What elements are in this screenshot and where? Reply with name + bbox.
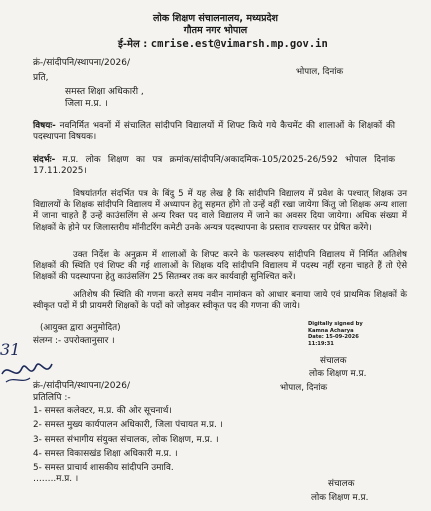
subject [33,121,395,143]
copy-item: 1- समस्त कलेक्टर, म.प्र. की ओर सूचनार्थ। [33,406,172,416]
to-line-1: समस्त शिक्षा अधिकारी , [65,87,144,97]
letter-place-date: भोपाल, दिनांक [296,67,344,77]
email-line [118,38,328,52]
org-address: गौतम नगर भोपाल [183,25,248,36]
enclosure-note: संलग्न :- उपरोक्तानुसार । [33,336,115,346]
reference-label: संदर्भः- [33,155,56,165]
paragraph-2: उक्त निर्देश के अनुक्रम में शालाओं के शिफ्ट करने के फलस्वरुप सांदीपनि विद्यालय में निर्मित अतिशेष शिक्षकों की स्थिति एवं शिफ्ट की गई शालाओं के शिक्षक यदि सांदीपनि विद्यालय में पदस्थ नहीं रहना चाहते हैं तो ऐसे शिक्षकों की पदस्थापना हेतु काउंसलिंग 25 सितम्बर तक कर कार्यवाही सुनिश्चित करें। [33,250,407,283]
email-address[interactable]: cmrise.est@vimarsh.mp.gov.in [150,38,328,50]
copy-item: 5- समस्त प्राचार्य शासकीय सांदीपनि उमावि. [33,463,174,473]
reference-text: म.प्र. लोक शिक्षण का पत्र क्रमांक/सांदीपनि/अकादमिक-105/2025-26/592 भोपाल दिनांक 17.11.2025। [33,155,395,177]
copy-item: 3- समस्त संभागीय संयुक्त संचालक, लोक शिक्षण, म.प्र. । [33,435,219,445]
to-line-2: जिला म.प्र. । [65,99,108,109]
signatory-title: संचालक [320,356,347,366]
copy-place-date: भोपाल, दिनांक [280,383,328,393]
subject-text: नवनिर्मित भवनों में संचालित सांदीपनि विद्यालयों में शिफ्ट किये गये कैचमेंट की शालाओं के शिक्षकों की पदस्थापना विषयक। [33,121,396,143]
paragraph-3: अतिशेष की स्थिति की गणना करते समय नवीन नामांकन को आधार बनाया जाये एवं प्राथमिक शिक्षकों के स्वीकृत पदों में प्री प्रायमरी शिक्षकों के पदों को जोड़कर स्वीकृत पद की गणना की जाये। [33,290,407,312]
handwritten-number: 31 [0,340,21,359]
copy-label: प्रतिलिपि :- [33,393,71,403]
paragraph-1: विषयांतर्गत संदर्भित पत्र के बिंदु 5 में यह लेख है कि सांदीपनि विद्यालय में प्रवेश के पश्चात् शिक्षक उन विद्यालयों के शिक्षक सांदीपनि विद्यालय में अध्यापन हेतु सहमत होंगे तो उन्हें वहीं रखा जायेगा किंतु जो शिक्षक अन्य शाला में जाना चाहते हैं उन्हें काउंसलिंग से अन्य रिक्त पद वाले विद्यालय में जाने का अवसर दिया जायेगा। अधिक संख्या में शिक्षकों के होने पर जिलास्तरीय मॉनीटरिंग कमेटी उनके अन्यत्र पदस्थापना के प्रस्ताव राज्यस्तर पर प्रेषित करेंगे। [33,189,407,233]
subject-label: विषयः- [33,121,56,131]
copy-signatory-title: संचालक [328,479,355,489]
copy-item: 2- समस्त मुख्य कार्यपालन अधिकारी, जिला पंचायत म.प्र. । [33,420,223,430]
copy-item: ……..म.प्र. । [33,474,79,484]
to-prefix: प्रति, [33,73,49,83]
approval-note: (आयुक्त द्वारा अनुमोदित) [40,323,121,333]
copy-signatory-org: लोक शिक्षण म.प्र. [311,493,369,503]
org-name: लोक शिक्षण संचालनालय, मध्यप्रदेश [152,13,279,24]
copy-ref: क्रं-/सांदीपनि/स्थापना/2026/ [33,381,130,391]
email-label: ई-मेल : [118,39,148,50]
digital-signature: Digitally signed by Kamna Acharya Date: 15-09-2026 11:19:31 [308,321,363,347]
letter-ref: क्रं-/सांदीपनि/स्थापना/2026/ [33,58,130,68]
reference [33,155,395,177]
signatory-org: लोक शिक्षण म.प्र. [309,369,367,379]
copy-item: 4- समस्त विकासखंड शिक्षा अधिकारी म.प्र. । [33,449,178,459]
